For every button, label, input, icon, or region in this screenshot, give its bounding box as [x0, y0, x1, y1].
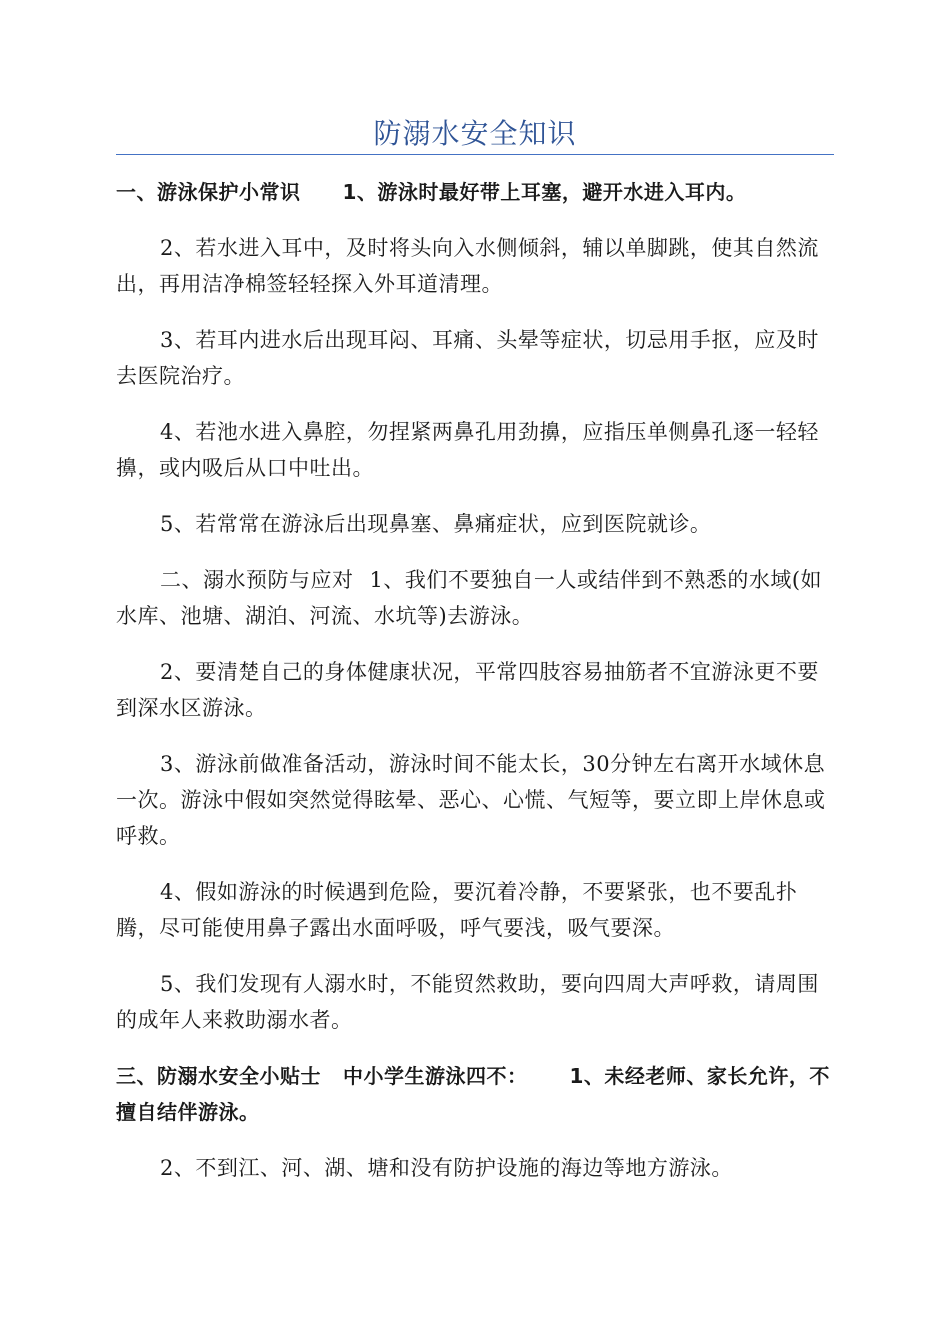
section-2-heading: 二、溺水预防与应对	[160, 568, 354, 592]
title-underline	[116, 154, 834, 155]
section-3-item-1: 1、未经老师、家长允许，不擅自结伴游泳。	[116, 1064, 830, 1124]
section-1-item-4: 4、若池水进入鼻腔，勿捏紧两鼻孔用劲擤，应指压单侧鼻孔逐一轻轻擤，或内吸后从口中吐出。	[116, 420, 819, 480]
section-2-item-4: 4、假如游泳的时候遇到危险，要沉着冷静，不要紧张，也不要乱扑腾，尽可能使用鼻子露出水面呼吸，呼气要浅，吸气要深。	[116, 880, 798, 940]
document-title: 防溺水安全知识	[373, 117, 577, 150]
section-1-heading-line	[116, 174, 834, 210]
section-3-heading-line	[116, 1058, 834, 1130]
section-2-heading-line	[116, 562, 834, 634]
section-1-item-3: 3、若耳内进水后出现耳闷、耳痛、头晕等症状，切忌用手抠，应及时去医院治疗。	[116, 328, 819, 388]
section-2-item-1: 1、我们不要独自一人或结伴到不熟悉的水域(如水库、池塘、湖泊、河流、水坑等)去游泳。	[116, 568, 823, 628]
section-2-item-2: 2、要清楚自己的身体健康状况，平常四肢容易抽筋者不宜游泳更不要到深水区游泳。	[116, 660, 819, 720]
document-body	[116, 174, 834, 1206]
section-2-item-5: 5、我们发现有人溺水时，不能贸然救助，要向四周大声呼救，请周围的成年人来救助溺水者。	[116, 972, 819, 1032]
section-3-item-2: 2、不到江、河、湖、塘和没有防护设施的海边等地方游泳。	[160, 1156, 733, 1180]
section-2-item-3: 3、游泳前做准备活动，游泳时间不能太长，30分钟左右离开水域休息一次。游泳中假如突然觉得眩晕、恶心、心慌、气短等，要立即上岸休息或呼救。	[116, 752, 826, 848]
section-1-item-5: 5、若常常在游泳后出现鼻塞、鼻痛症状，应到医院就诊。	[160, 512, 712, 536]
section-1-heading: 一、游泳保护小常识	[116, 180, 301, 204]
section-1-item-1: 1、游泳时最好带上耳塞，避开水进入耳内。	[342, 180, 747, 204]
section-1-item-2: 2、若水进入耳中，及时将头向入水侧倾斜，辅以单脚跳，使其自然流出，再用洁净棉签轻轻探入外耳道清理。	[116, 236, 819, 296]
section-3-subheading: 中小学生游泳四不：	[343, 1064, 528, 1088]
section-3-heading: 三、防溺水安全小贴士	[116, 1064, 321, 1088]
